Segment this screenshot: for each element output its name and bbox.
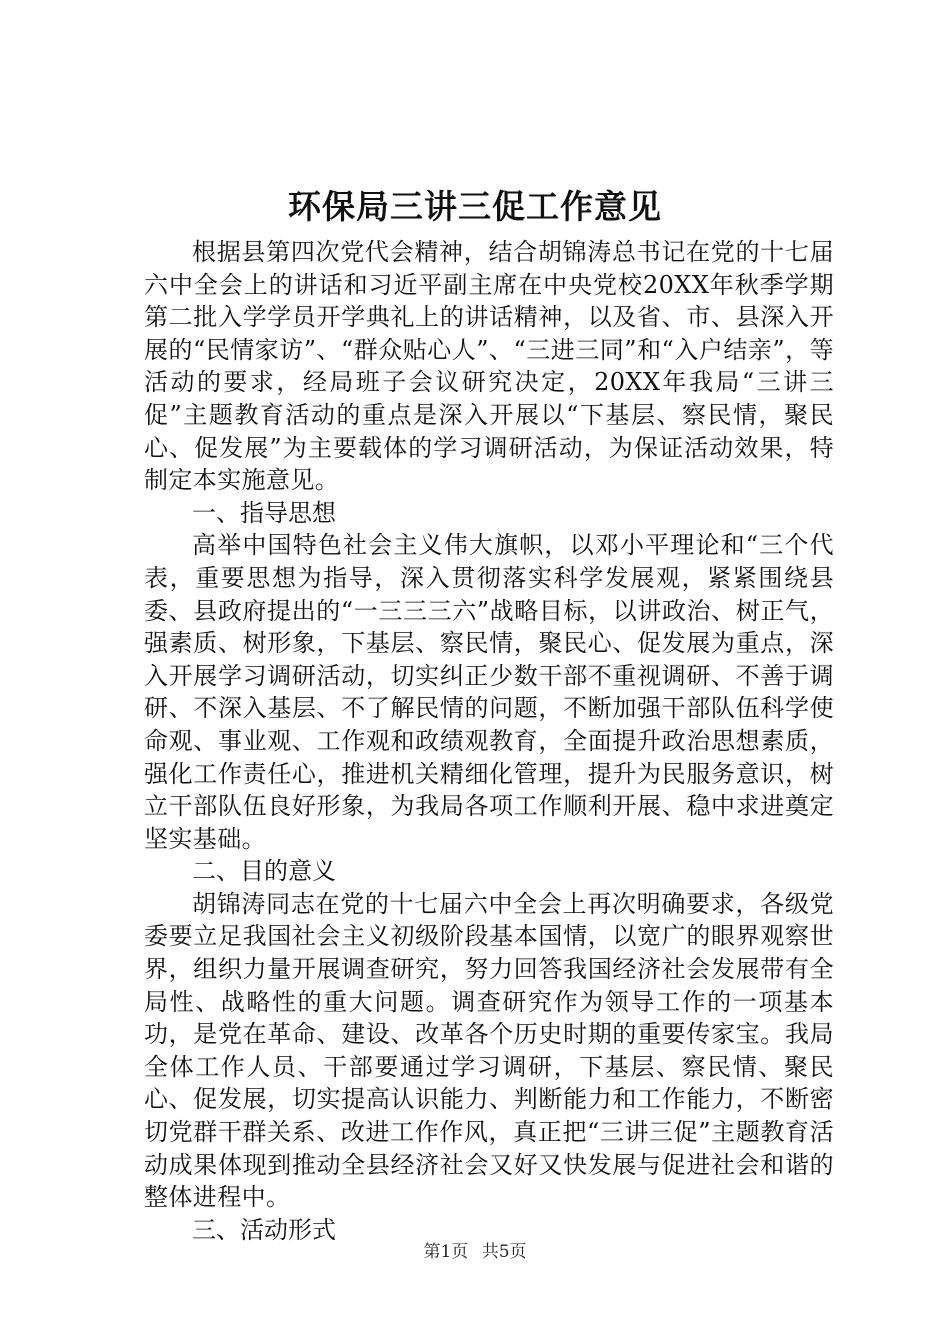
page-number-current: 第1页 <box>423 1242 469 1262</box>
section-heading-activity-form: 三、活动形式 <box>192 1215 336 1244</box>
section-paragraph-purpose: 胡锦涛同志在党的十七届六中全会上再次明确要求，各级党委要立足我国社会主义初级阶段基本国情，以宽广的眼界观察世界，组织力量开展调查研究，努力回答我国经济社会发展带有全局性、战略性的重大问题。调查研究作为领导工作的一项基本功，是党在革命、建设、改革各个历史时期的重要传家宝。我局全体工作人员、干部要通过学习调研，下基层、察民情、聚民心、促发展，切实提高认识能力、判断能力和工作能力，不断密切党群干群关系、改进工作作风，真正把“三讲三促”主题教育活动成果体现到推动全县经济社会又好又快发展与促进社会和谐的整体进程中。 <box>144 889 834 1212</box>
document-title: 环保局三讲三促工作意见 <box>288 187 662 226</box>
intro-paragraph: 根据县第四次党代会精神，结合胡锦涛总书记在党的十七届六中全会上的讲话和习近平副主席在中央党校20XX年秋季学期第二批入学学员开学典礼上的讲话精神，以及省、市、县深入开展的“民情家访”、“群众贴心人”、“三进三同”和“入户结亲”，等活动的要求，经局班子会议研究决定，20XX年我局“三讲三促”主题教育活动的重点是深入开展以“下基层、察民情，聚民心、促发展”为主要载体的学习调研活动，为保证活动效果，特制定本实施意见。 <box>144 238 834 495</box>
page-footer <box>0 1241 950 1263</box>
section-heading-purpose: 二、目的意义 <box>192 857 336 886</box>
document-body <box>144 236 834 1246</box>
page-number-total: 共5页 <box>481 1242 527 1262</box>
section-heading-guiding-thought: 一、指导思想 <box>192 498 336 527</box>
section-paragraph-guiding-thought: 高举中国特色社会主义伟大旗帜，以邓小平理论和“三个代表，重要思想为指导，深入贯彻落实科学发展观，紧紧围绕县委、县政府提出的“一三三三六”战略目标，以讲政治、树正气，强素质、树形象，下基层、察民情，聚民心、促发展为重点，深入开展学习调研活动，切实纠正少数干部不重视调研、不善于调研、不深入基层、不了解民情的问题，不断加强干部队伍科学使命观、事业观、工作观和政绩观教育，全面提升政治思想素质，强化工作责任心，推进机关精细化管理，提升为民服务意识，树立干部队伍良好形象，为我局各项工作顺利开展、稳中求进奠定坚实基础。 <box>144 531 834 853</box>
